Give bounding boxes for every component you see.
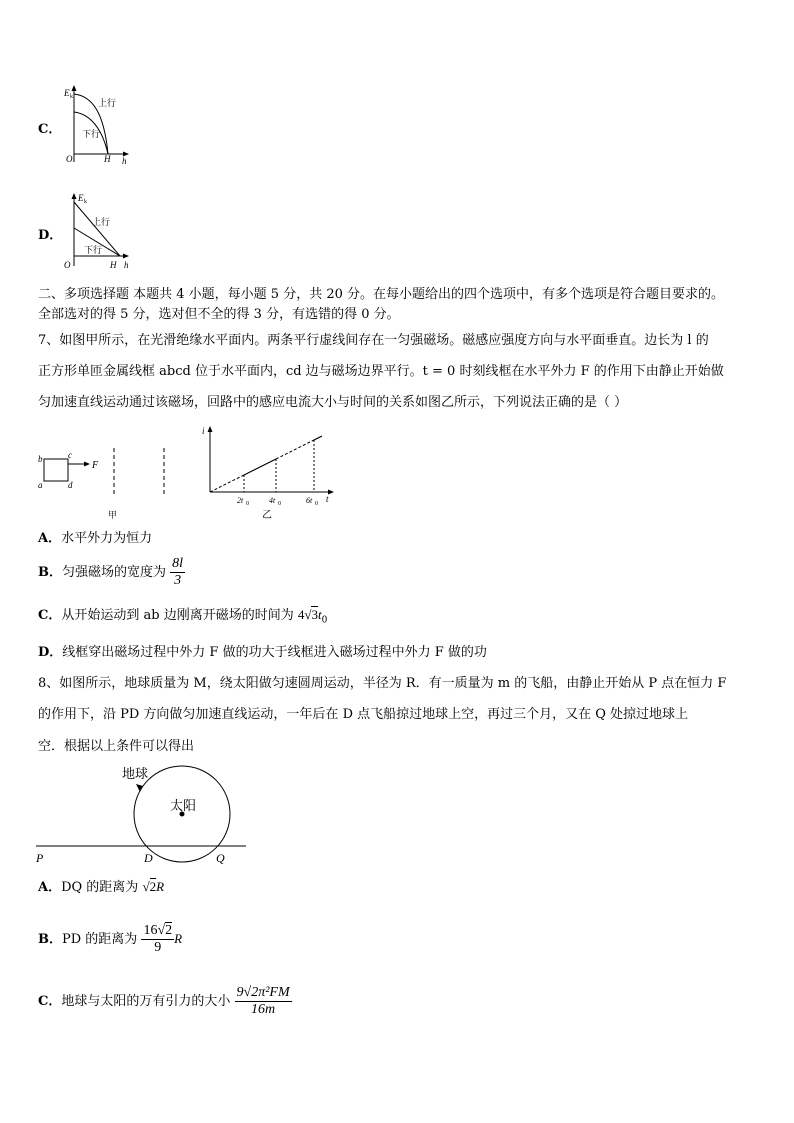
- q8-option-b: B．PD 的距离为 $\frac{16√2}{9}$ R: [38, 923, 183, 955]
- q7-figure-yi: [196, 422, 346, 522]
- q8-option-a: A．DQ 的距离为 √2R: [38, 879, 165, 895]
- q7-option-b: B．匀强磁场的宽度为 $\frac{8l}{3}$: [38, 556, 184, 588]
- q7-option-d: D．线框穿出磁场过程中外力 F 做的功大于线框进入磁场过程中外力 F 做的功: [38, 645, 487, 660]
- h-axis-label: h: [122, 156, 127, 166]
- svg-text:F: F: [92, 460, 99, 471]
- svg-text:d: d: [68, 480, 73, 490]
- svg-text:甲: 甲: [108, 510, 118, 520]
- option-d-label: D．: [38, 228, 63, 243]
- q7-line3: 匀加速直线运动通过该磁场，回路中的感应电流大小与时间的关系如图乙所示，下列说法正确的是（ ）: [38, 395, 628, 410]
- svg-text:D: D: [144, 851, 153, 865]
- section2-line1: 二、多项选择题 本题共 4 小题，每小题 5 分，共 20 分。在每小题给出的四个选项中，有多个选项是符合题目要求的。: [38, 287, 725, 302]
- svg-text:6t: 6t: [306, 496, 313, 505]
- svg-text:a: a: [38, 480, 43, 490]
- svg-text:0: 0: [246, 501, 249, 507]
- svg-text:上行: 上行: [92, 217, 111, 227]
- ek-sub: k: [70, 94, 73, 100]
- option-c-label: C．: [38, 122, 62, 137]
- q8-line2: 的作用下，沿 PD 方向做匀加速直线运动，一年后在 D 点飞船掠过地球上空，再过三个月，又在 Q 处掠过地球上: [38, 707, 689, 722]
- svg-text:c: c: [68, 450, 72, 460]
- q8-line3: 空．根据以上条件可以得出: [38, 739, 195, 754]
- svg-text:H: H: [110, 260, 117, 270]
- svg-text:t: t: [326, 494, 329, 504]
- q7-option-b-fraction: $\frac{8l}{3}$: [172, 556, 184, 588]
- q7-line2: 正方形单匝金属线框 abcd 位于水平面内，cd 边与磁场边界平行。t = 0 时刻线框在水平外力 F 的作用下由静止开始做: [38, 364, 724, 379]
- section2-line2: 全部选对的得 5 分，选对但不全的得 3 分，有选错的得 0 分。: [38, 307, 400, 322]
- q8-orbit-figure: [30, 762, 250, 870]
- earth-label: 地球: [122, 766, 149, 781]
- q8-option-b-fraction: $\frac{16√2}{9}$: [143, 923, 173, 955]
- down-label: 下行: [82, 129, 101, 139]
- svg-text:下行: 下行: [84, 245, 103, 255]
- svg-text:P: P: [36, 851, 44, 865]
- option-d-graph: [62, 190, 142, 274]
- svg-text:i: i: [202, 426, 205, 436]
- svg-text:0: 0: [315, 501, 318, 507]
- svg-text:O: O: [64, 260, 71, 270]
- option-c-graph: [62, 82, 142, 168]
- q8-option-c-fraction: $\frac{\text{9√2π²FM}}{16m}$: [236, 985, 290, 1017]
- q7-figure-jia: [36, 440, 186, 522]
- svg-text:2t: 2t: [237, 496, 244, 505]
- origin-label: O: [66, 154, 73, 164]
- svg-text:0: 0: [278, 501, 281, 507]
- up-label: 上行: [98, 98, 117, 108]
- h-mark: H: [104, 154, 111, 164]
- ek-label: E: [64, 88, 70, 98]
- q7-option-a: A．水平外力为恒力: [38, 531, 153, 546]
- svg-text:h: h: [124, 260, 129, 270]
- q8-line1: 8、如图所示，地球质量为 M，绕太阳做匀速圆周运动，半径为 R．有一质量为 m 的飞船，由静止开始从 P 点在恒力 F: [38, 676, 727, 691]
- q7-line1: 7、如图甲所示，在光滑绝缘水平面内。两条平行虚线间存在一匀强磁场。磁感应强度方向与水平面垂直。边长为 l 的: [38, 333, 709, 348]
- q7-option-c: C．从开始运动到 ab 边刚离开磁场的时间为 $4√3t_0$: [38, 607, 328, 626]
- svg-text:乙: 乙: [262, 510, 272, 521]
- svg-text:k: k: [84, 199, 87, 205]
- q8-option-c: C．地球与太阳的万有引力的大小 $\frac{\text{9√2π²FM}}{16m}$: [38, 985, 290, 1017]
- svg-text:b: b: [38, 454, 43, 464]
- svg-text:4t: 4t: [269, 496, 276, 505]
- sun-label: 太阳: [170, 798, 197, 813]
- svg-text:Q: Q: [216, 851, 225, 865]
- svg-text:E: E: [78, 193, 84, 203]
